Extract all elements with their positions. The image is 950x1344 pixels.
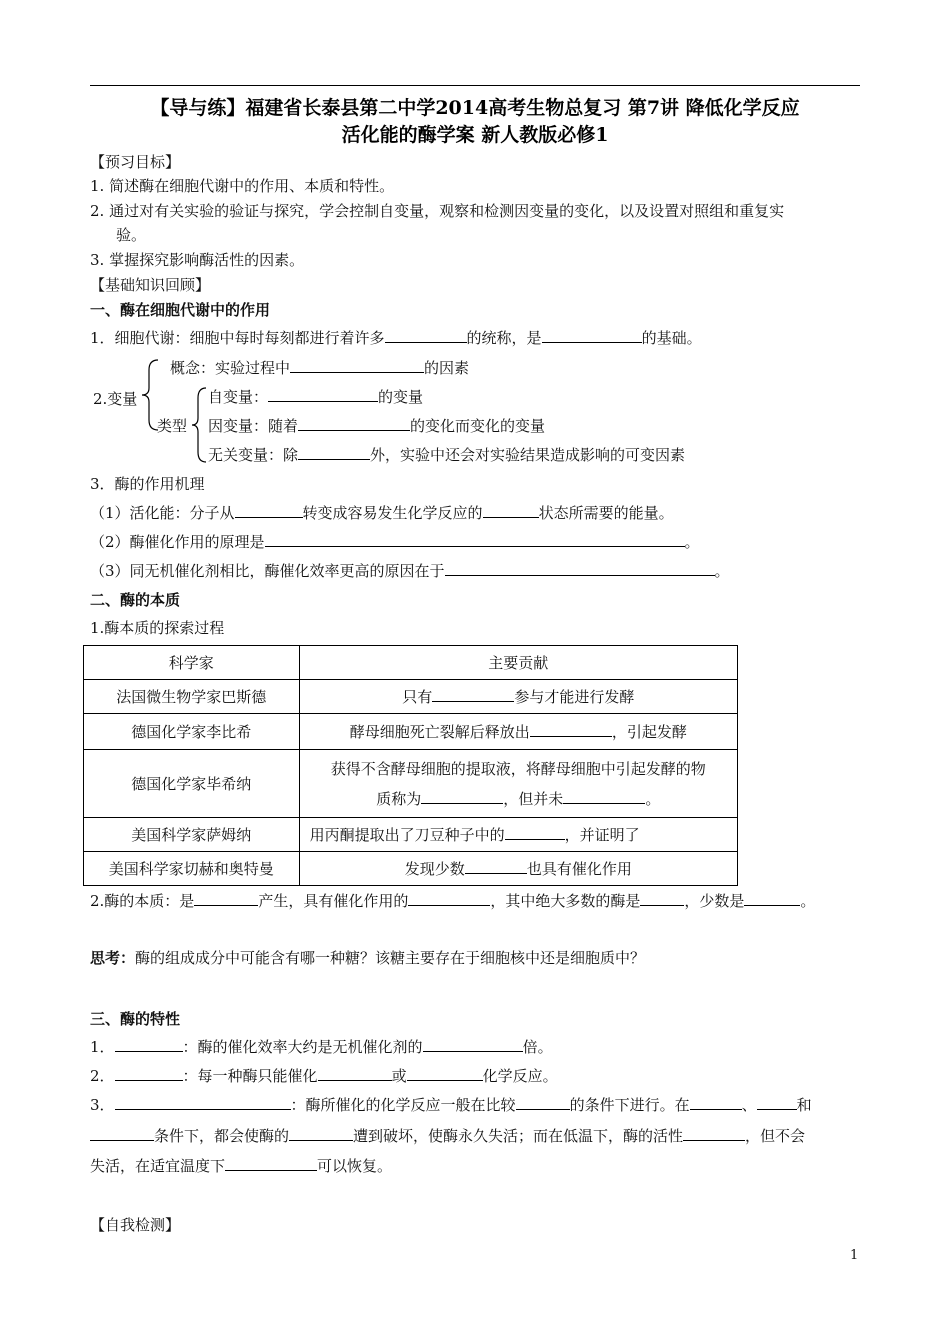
irrelevant-variable-line: 无关变量：除 外，实验中还会对实验结果造成影响的可变因素 [208, 446, 686, 464]
contribution-cell: 酵母细胞死亡裂解后释放出 ，引起发酵 [299, 714, 737, 750]
section2-heading: 二、酶的本质 [90, 591, 181, 609]
blank [225, 1156, 317, 1171]
blank [640, 891, 684, 906]
scientist-cell: 美国科学家萨姆纳 [84, 818, 300, 852]
efficiency-reason-line: （3）同无机催化剂相比，酶催化效率更高的原因在于 。 [90, 562, 730, 580]
enzyme-mechanism-heading: 3．酶的作用机理 [90, 475, 205, 493]
table-row [84, 750, 738, 818]
preview-item-3: 3. 掌握探究影响酶活性的因素。 [90, 251, 305, 269]
table-header: 科学家 [84, 646, 300, 680]
document-title-line-2: 活化能的酶学案 新人教版必修1 [341, 124, 609, 146]
activation-energy-line: （1）活化能：分子从 转变成容易发生化学反应的 状态所需要的能量。 [90, 504, 674, 522]
table-header-row [84, 646, 738, 680]
blank [563, 789, 645, 804]
blank [530, 722, 612, 737]
blank [516, 1095, 570, 1110]
table-header: 主要贡献 [299, 646, 737, 680]
principle-line: （2）酶催化作用的原理是 。 [90, 533, 700, 551]
table-row [84, 714, 738, 750]
blank [432, 687, 514, 702]
contribution-cell: 只有 参与才能进行发酵 [299, 680, 737, 714]
property-line-3b: 条件下，都会使酶的 遭到破坏，使酶永久失活；而在低温下，酶的活性 ，但不会 [90, 1126, 805, 1146]
scientist-table [83, 645, 738, 886]
section1-heading: 一、酶在细胞代谢中的作用 [90, 301, 271, 319]
scientist-cell: 德国化学家毕希纳 [84, 750, 300, 818]
blank [483, 503, 539, 518]
cell-metabolism-line: 1．细胞代谢：细胞中每时每刻都进行着许多 的统称，是 的基础。 [90, 329, 702, 347]
scientist-cell: 法国微生物学家巴斯德 [84, 680, 300, 714]
blank [445, 561, 715, 576]
blank [407, 1066, 483, 1081]
document-title-line-1: 【导与练】福建省长泰县第二中学2014高考生物总复习 第7讲 降低化学反应 [150, 97, 800, 119]
preview-item-2-cont: 验。 [116, 226, 147, 244]
header-rule [90, 85, 860, 86]
property-line-3: 3． ：酶所催化的化学反应一般在比较 的条件下进行。在 、 和 [90, 1096, 812, 1114]
blank [298, 445, 370, 460]
exploration-subheading: 1.酶本质的探索过程 [90, 619, 225, 637]
preview-item-1: 1. 简述酶在细胞代谢中的作用、本质和特性。 [90, 177, 395, 195]
blank [757, 1095, 797, 1110]
think-question: 思考：酶的组成成分中可能含有哪一种糖？该糖主要存在于细胞核中还是细胞质中？ [90, 949, 646, 967]
blank [268, 387, 378, 402]
table-row [84, 852, 738, 886]
dependent-variable-line: 因变量：随着 的变化而变化的变量 [208, 417, 546, 435]
blank [115, 1095, 291, 1110]
blank [385, 328, 467, 343]
blank [298, 416, 410, 431]
page-number: 1 [850, 1248, 859, 1263]
enzyme-essence-line: 2.酶的本质：是 产生，具有催化作用的 ，其中绝大多数的酶是 ，少数是 。 [90, 892, 816, 910]
independent-variable-line: 自变量： 的变量 [208, 388, 424, 406]
blank [318, 1066, 392, 1081]
contribution-cell: 获得不含酵母细胞的提取液，将酵母细胞中引起发酵的物 质称为 ，但并未 。 [299, 750, 737, 818]
blank [465, 859, 527, 874]
blank [744, 891, 800, 906]
contribution-cell: 发现少数 也具有催化作用 [299, 852, 737, 886]
blank [289, 1126, 353, 1141]
concept-line: 概念：实验过程中 的因素 [170, 359, 470, 377]
type-label: 类型 [157, 417, 188, 435]
scientist-cell: 德国化学家李比希 [84, 714, 300, 750]
blank [505, 825, 565, 840]
blank [115, 1037, 183, 1052]
review-heading: 【基础知识回顾】 [90, 276, 211, 294]
section3-heading: 三、酶的特性 [90, 1010, 181, 1028]
table-row [84, 818, 738, 852]
blank [423, 1037, 523, 1052]
blank [265, 532, 685, 547]
blank [408, 891, 490, 906]
variable-label: 2.变量 [93, 390, 138, 408]
property-line-1: 1． ：酶的催化效率大约是无机催化剂的 倍。 [90, 1038, 553, 1056]
blank [421, 789, 503, 804]
blank [690, 1095, 742, 1110]
blank [90, 1126, 154, 1141]
preview-heading: 【预习目标】 [90, 153, 181, 171]
property-line-3c: 失活，在适宜温度下 可以恢复。 [90, 1157, 393, 1175]
blank [542, 328, 642, 343]
preview-item-2: 2. 通过对有关实验的验证与探究，学会控制自变量，观察和检测因变量的变化，以及设置对照组和重复实 [90, 202, 785, 220]
blank [115, 1066, 183, 1081]
inner-brace [190, 386, 208, 464]
blank [290, 358, 424, 373]
self-check-heading: 【自我检测】 [90, 1216, 181, 1234]
blank [683, 1126, 745, 1141]
blank [194, 891, 258, 906]
property-line-2: 2． ：每一种酶只能催化 或 化学反应。 [90, 1067, 558, 1085]
contribution-cell: 用丙酮提取出了刀豆种子中的 ，并证明了 [299, 818, 737, 852]
blank [235, 503, 303, 518]
scientist-cell: 美国科学家切赫和奥特曼 [84, 852, 300, 886]
table-row [84, 680, 738, 714]
